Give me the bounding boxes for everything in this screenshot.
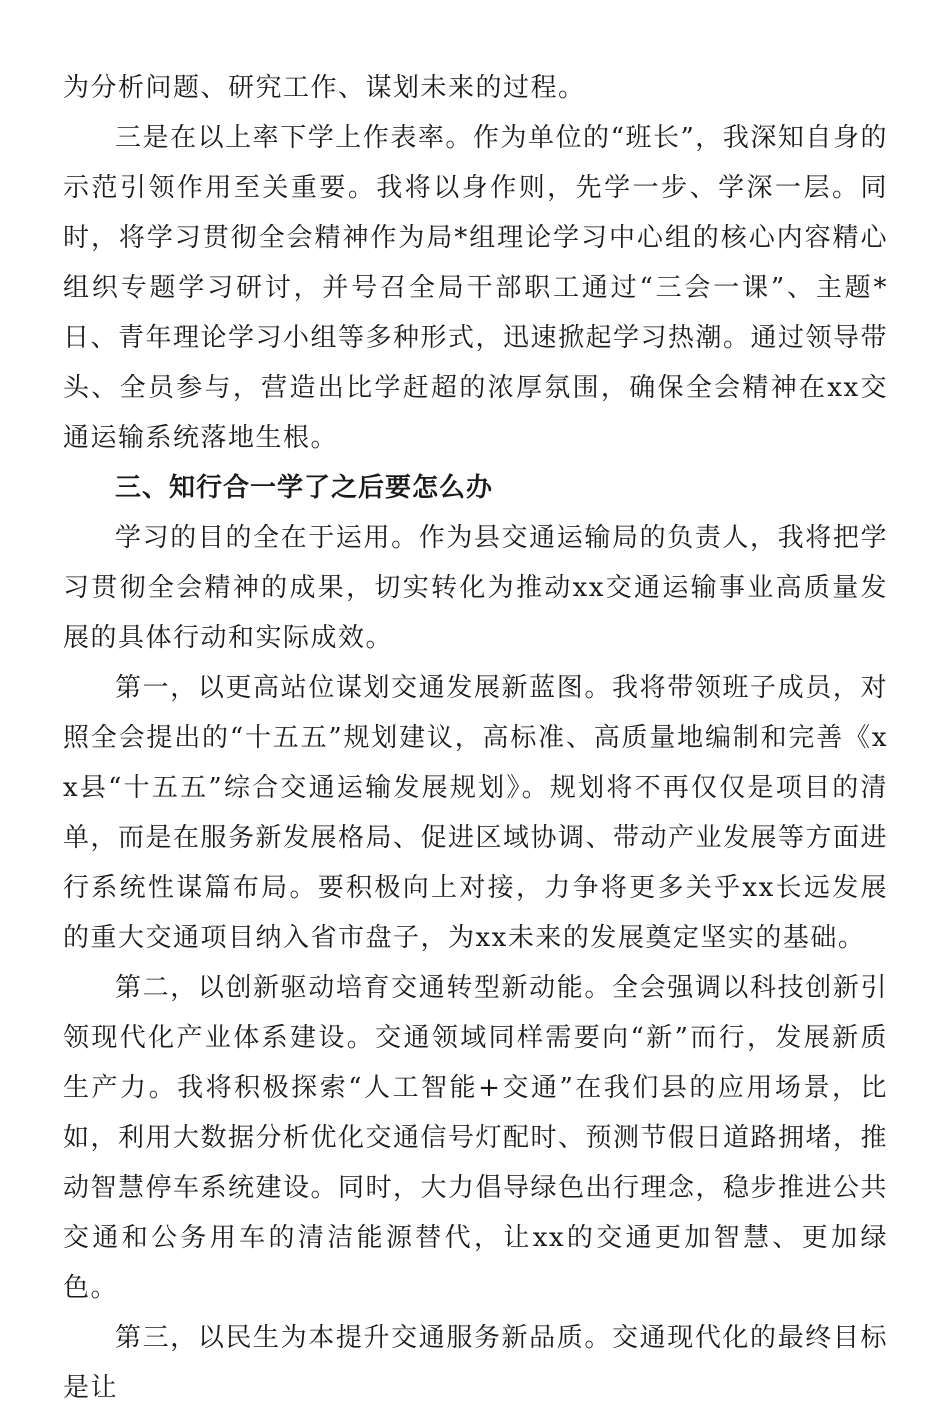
paragraph-third-point: 第三，以民生为本提升交通服务新品质。交通现代化的最终目标是让 <box>63 1323 888 1403</box>
paragraph-continuation: 为分析问题、研究工作、谋划未来的过程。 <box>63 73 586 103</box>
paragraph-first-point: 第一，以更高站位谋划交通发展新蓝图。我将带领班子成员，对照全会提出的“十五五”规划建议，高标准、高质量地编制和完善《xx县“十五五”综合交通运输发展规划》。规划将不再仅仅是项目的清单，而是在服务新发展格局、促进区域协调、带动产业发展等方面进行系统性谋篇布局。要积极向上对接，力争将更多关乎xx长远发展的重大交通项目纳入省市盘子，为xx未来的发展奠定坚实的基础。 <box>63 673 889 953</box>
paragraph-application: 学习的目的全在于运用。作为县交通运输局的负责人，我将把学习贯彻全会精神的成果，切实转化为推动xx交通运输事业高质量发展的具体行动和实际成效。 <box>63 523 888 653</box>
section-heading: 三、知行合一学了之后要怎么办 <box>115 473 494 503</box>
paragraph-lead-by-example: 三是在以上率下学上作表率。作为单位的“班长”，我深知自身的示范引领作用至关重要。我将以身作则，先学一步、学深一层。同时，将学习贯彻全会精神作为局*组理论学习中心组的核心内容精心组织专题学习研讨，并号召全局干部职工通过“三会一课”、主题*日、青年理论学习小组等多种形式，迅速掀起学习热潮。通过领导带头、全员参与，营造出比学赶超的浓厚氛围，确保全会精神在xx交通运输系统落地生根。 <box>63 123 889 453</box>
paragraph-second-point: 第二，以创新驱动培育交通转型新动能。全会强调以科技创新引领现代化产业体系建设。交通领域同样需要向“新”而行，发展新质生产力。我将积极探索“人工智能+交通”在我们县的应用场景，比如，利用大数据分析优化交通信号灯配时、预测节假日道路拥堵，推动智慧停车系统建设。同时，大力倡导绿色出行理念，稳步推进公共交通和公务用车的清洁能源替代，让xx的交通更加智慧、更加绿色。 <box>63 973 889 1303</box>
